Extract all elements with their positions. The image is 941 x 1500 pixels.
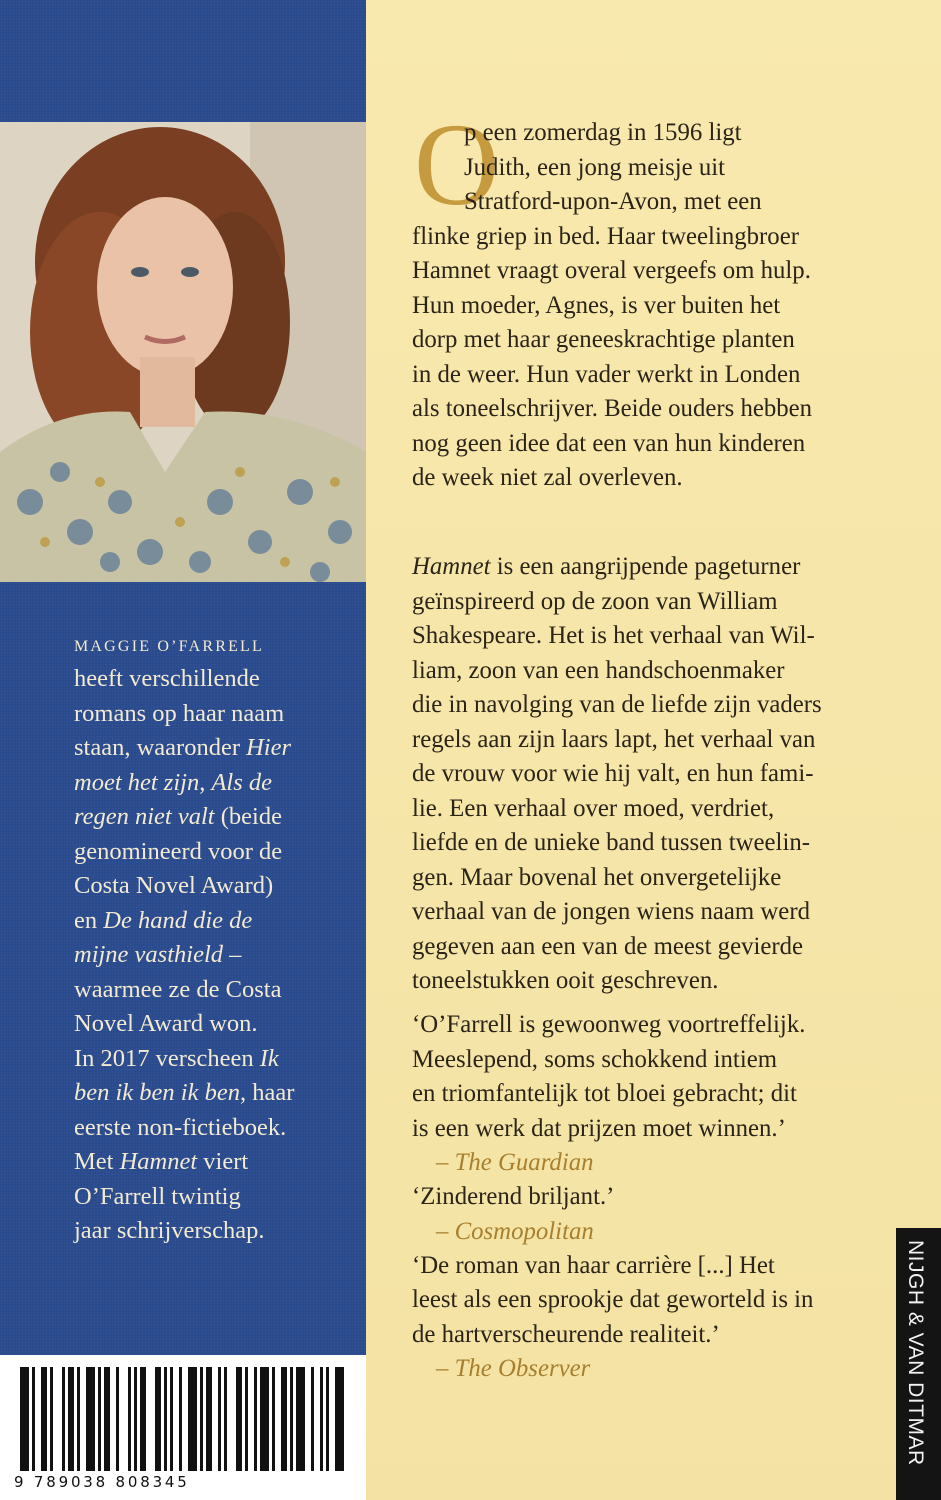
barcode-bar [32, 1367, 35, 1471]
barcode-bar [62, 1367, 65, 1471]
barcode-bar [272, 1367, 275, 1471]
barcode-bar [41, 1367, 47, 1471]
bio-line: staan, waaronder Hier [74, 734, 292, 761]
blurb-line: de week niet zal overleven. [412, 464, 683, 491]
review-line: is een werk dat prijzen moet winnen.’ [412, 1114, 786, 1142]
blurb-line: de vrouw voor wie hij valt, en hun fami- [412, 760, 814, 787]
barcode-bar [170, 1367, 173, 1471]
bio-line: regen niet valt (beide [74, 803, 282, 830]
review-source: – The Guardian [436, 1149, 594, 1176]
barcode-bar [206, 1367, 212, 1471]
review-line: Meeslepend, soms schokkend intiem [412, 1045, 778, 1073]
barcode-bar [224, 1367, 227, 1471]
barcode-bar [179, 1367, 182, 1471]
bio-line: ben ik ben ik ben, haar [74, 1079, 295, 1106]
barcode-bar [128, 1367, 131, 1471]
blurb-line: Shakespeare. Het is het verhaal van Wil- [412, 622, 815, 649]
barcode-bar [164, 1367, 167, 1471]
blurb-line: Stratford-upon-Avon, met een [464, 188, 762, 215]
blurb-line: toneelstukken ooit geschreven. [412, 967, 719, 994]
review-line: ‘De roman van haar carrière [...] Het [412, 1251, 775, 1279]
barcode-bar [86, 1367, 95, 1471]
blurb-line: liam, zoon van een handschoenmaker [412, 656, 785, 684]
review-line: leest als een sprookje dat geworteld is in [412, 1286, 814, 1313]
bio-line: heeft verschillende [74, 665, 260, 692]
blurb-line: als toneelschrijver. Beide ouders hebben [412, 395, 813, 422]
bio-line: genomineerd voor de [74, 837, 283, 865]
barcode-bar [50, 1367, 53, 1471]
barcode-bar [116, 1367, 119, 1471]
author-bio [74, 632, 364, 1249]
bio-line: eerste non-fictieboek. [74, 1113, 287, 1141]
drop-cap: O [414, 99, 500, 230]
bio-line: Met Hamnet viert [74, 1148, 249, 1175]
bio-line: In 2017 verscheen Ik [74, 1044, 279, 1072]
blurb-paragraph-2 [412, 550, 872, 999]
blurb-line: p een zomerdag in 1596 ligt [464, 119, 742, 146]
barcode-bar [98, 1367, 101, 1471]
author-photo [0, 122, 366, 582]
barcode-bar [254, 1367, 257, 1471]
barcode-bar [134, 1367, 137, 1471]
blurb-line: liefde en de unieke band tussen tweelin- [412, 829, 810, 856]
bio-line: O’Farrell twintig [74, 1182, 241, 1210]
publisher-name: NIJGH & VAN DITMAR [904, 1240, 927, 1466]
bio-line: mijne vasthield – [74, 941, 242, 968]
barcode-bars [14, 1367, 344, 1473]
barcode-bar [311, 1367, 314, 1471]
blurb-line: Hamnet vraagt overal vergeefs om hulp. [412, 257, 811, 284]
blurb-paragraph-1 [412, 116, 872, 496]
barcode-bar [218, 1367, 221, 1471]
blurb-line: dorp met haar geneeskrachtige planten [412, 326, 795, 353]
bio-line: moet het zijn, Als de [74, 768, 273, 796]
barcode-bar [200, 1367, 203, 1471]
barcode-bar [20, 1367, 29, 1471]
isbn-number: 9 789038 808345 [14, 1473, 190, 1491]
review-line: ‘Zinderend briljant.’ [412, 1183, 615, 1210]
author-bio-text [74, 662, 364, 1249]
barcode-bar [245, 1367, 248, 1471]
barcode-bar [326, 1367, 329, 1471]
blurb-line: lie. Een verhaal over moed, verdriet, [412, 794, 775, 822]
barcode-bar [320, 1367, 323, 1471]
review-line: en triomfantelijk tot bloei gebracht; dit [412, 1080, 797, 1107]
barcode [0, 1355, 366, 1500]
barcode-bar [335, 1367, 344, 1471]
blurb-line: flinke griep in bed. Haar tweelingbroer [412, 222, 799, 250]
reviews [412, 1008, 872, 1386]
blurb-line: Judith, een jong meisje uit [464, 153, 726, 181]
author-name: MAGGIE O’FARRELL [74, 638, 265, 655]
barcode-bar [236, 1367, 242, 1471]
review-line: ‘O’Farrell is gewoonweg voortreffelijk. [412, 1011, 806, 1038]
barcode-bar [281, 1367, 287, 1471]
blurb-line: nog geen idee dat een van hun kinderen [412, 429, 806, 457]
blurb-line: regels aan zijn laars lapt, het verhaal van [412, 725, 816, 753]
blurb-line: gegeven aan een van de meest gevierde [412, 932, 804, 960]
barcode-bar [104, 1367, 110, 1471]
bio-line: waarmee ze de Costa [74, 975, 282, 1003]
review-source: – Cosmopolitan [436, 1217, 594, 1245]
barcode-bar [188, 1367, 197, 1471]
barcode-bar [296, 1367, 305, 1471]
review-source: – The Observer [436, 1355, 591, 1382]
barcode-bar [140, 1367, 146, 1471]
bio-line: jaar schrijverschap. [74, 1217, 265, 1244]
blurb-line: Hun moeder, Agnes, is ver buiten het [412, 291, 781, 319]
barcode-bar [260, 1367, 269, 1471]
blurb-line: in de weer. Hun vader werkt in Londen [412, 360, 801, 388]
publisher-label [896, 1228, 941, 1500]
blurb-line: gen. Maar bovenal het onvergetelijke [412, 863, 782, 891]
barcode-bar [68, 1367, 74, 1471]
barcode-bar [155, 1367, 161, 1471]
bio-line: Costa Novel Award) [74, 872, 274, 899]
bio-line: en De hand die de [74, 906, 253, 934]
review-line: de hartverscheurende realiteit.’ [412, 1320, 720, 1348]
blurb-line: verhaal van de jongen wiens naam werd [412, 898, 810, 925]
blurb-line: Hamnet is een aangrijpende pageturner [412, 553, 801, 580]
barcode-bar [77, 1367, 80, 1471]
blurb-line: geïnspireerd op de zoon van William [412, 587, 778, 615]
barcode-bar [290, 1367, 293, 1471]
bio-line: romans op haar naam [74, 699, 285, 727]
bio-line: Novel Award won. [74, 1010, 258, 1037]
blurb-line: die in navolging van de liefde zijn vaders [412, 691, 822, 718]
